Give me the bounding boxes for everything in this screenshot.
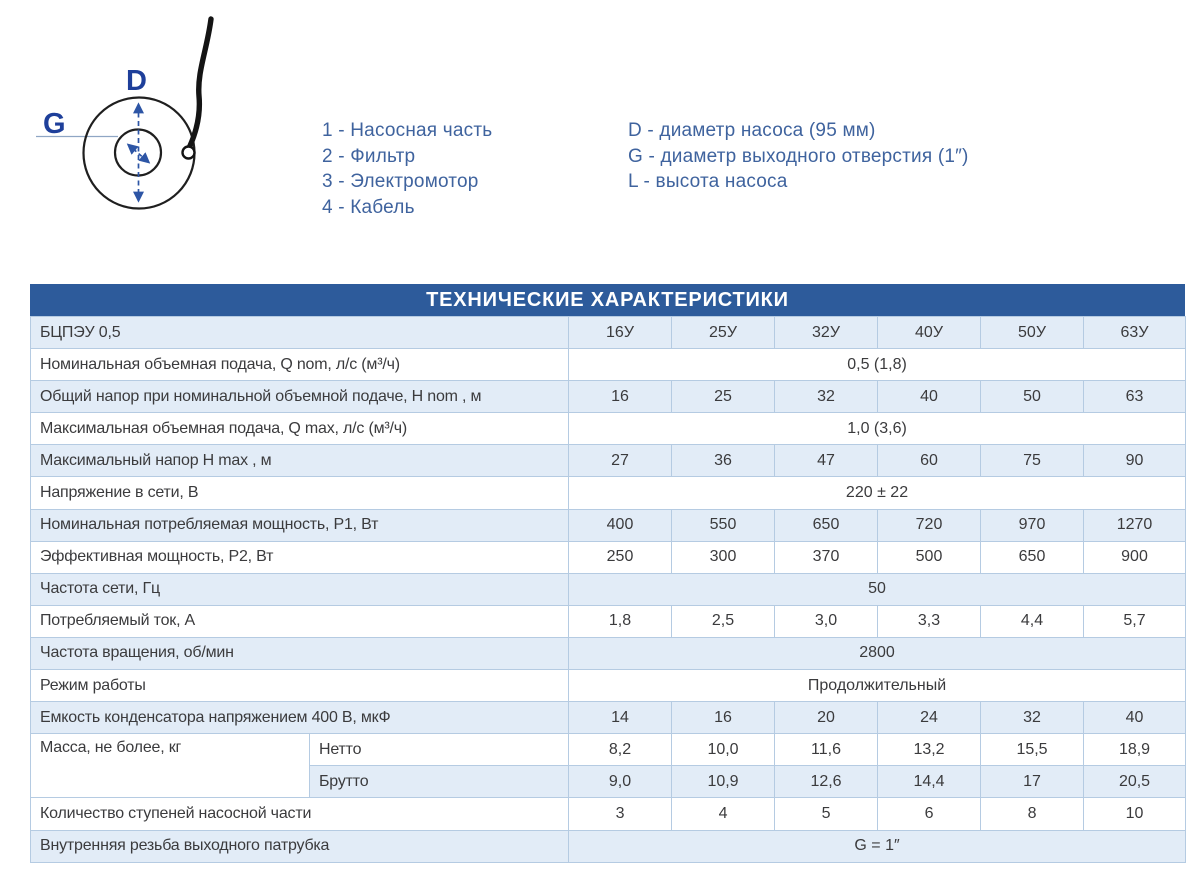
- value-cell: 970: [981, 509, 1084, 541]
- model-label-cell: БЦПЭУ 0,5: [31, 317, 569, 349]
- merged-value-cell: G = 1″: [569, 830, 1186, 862]
- value-cell: 900: [1084, 541, 1186, 573]
- column-header-cell: 32У: [775, 317, 878, 349]
- value-cell: 5: [775, 798, 878, 830]
- value-cell: 2,5: [672, 605, 775, 637]
- table-row: [31, 798, 1186, 830]
- table-row: [31, 541, 1186, 573]
- value-cell: 10: [1084, 798, 1186, 830]
- value-cell: 40: [878, 381, 981, 413]
- column-header-cell: 25У: [672, 317, 775, 349]
- legend-item: 2 - Фильтр: [322, 145, 416, 167]
- value-cell: 9,0: [569, 766, 672, 798]
- value-cell: 3: [569, 798, 672, 830]
- value-cell: 63: [1084, 381, 1186, 413]
- value-cell: 12,6: [775, 766, 878, 798]
- table-row: [31, 605, 1186, 637]
- legend-item: D - диаметр насоса (95 мм): [628, 120, 876, 141]
- value-cell: 3,0: [775, 605, 878, 637]
- column-header-cell: 16У: [569, 317, 672, 349]
- table-row: [31, 349, 1186, 381]
- row-label-cell: Частота вращения, об/мин: [31, 637, 569, 669]
- legend-item: L - высота насоса: [628, 171, 788, 193]
- row-label-cell: Номинальная потребляемая мощность, Р1, Вт: [31, 509, 569, 541]
- row-label-cell: Эффективная мощность, Р2, Вт: [31, 541, 569, 573]
- value-cell: 15,5: [981, 734, 1084, 766]
- table-row: [31, 702, 1186, 734]
- legend-item: 4 - Кабель: [322, 196, 415, 218]
- row-label-cell: Номинальная объемная подача, Q nom, л/с (м³/ч): [31, 349, 569, 381]
- pump-top-view-diagram: [0, 0, 290, 240]
- table-row: [31, 317, 1186, 349]
- diagram-label-d: D: [126, 65, 147, 97]
- value-cell: 14,4: [878, 766, 981, 798]
- row-label-cell: Потребляемый ток, А: [31, 605, 569, 637]
- legend-item: G - диаметр выходного отверстия (1″): [628, 145, 969, 167]
- value-cell: 400: [569, 509, 672, 541]
- table-row: [31, 413, 1186, 445]
- value-cell: 13,2: [878, 734, 981, 766]
- value-cell: 24: [878, 702, 981, 734]
- value-cell: 6: [878, 798, 981, 830]
- value-cell: 3,3: [878, 605, 981, 637]
- value-cell: 16: [672, 702, 775, 734]
- value-cell: 4: [672, 798, 775, 830]
- column-header-cell: 40У: [878, 317, 981, 349]
- value-cell: 20,5: [1084, 766, 1186, 798]
- value-cell: 650: [775, 509, 878, 541]
- value-cell: 50: [981, 381, 1084, 413]
- value-cell: 500: [878, 541, 981, 573]
- value-cell: 25: [672, 381, 775, 413]
- column-header-cell: 63У: [1084, 317, 1186, 349]
- table-row: [31, 830, 1186, 862]
- table-row: [31, 670, 1186, 702]
- merged-value-cell: 220 ± 22: [569, 477, 1186, 509]
- value-cell: 20: [775, 702, 878, 734]
- value-cell: 4,4: [981, 605, 1084, 637]
- table-row: [31, 509, 1186, 541]
- row-label-cell: Максимальная объемная подача, Q max, л/с (м³/ч): [31, 413, 569, 445]
- row-label-cell: Максимальный напор H max , м: [31, 445, 569, 477]
- spec-table-body: [31, 317, 1186, 863]
- value-cell: 36: [672, 445, 775, 477]
- row-label-cell: Напряжение в сети, В: [31, 477, 569, 509]
- row-label-cell: Режим работы: [31, 670, 569, 702]
- value-cell: 10,0: [672, 734, 775, 766]
- value-cell: 720: [878, 509, 981, 541]
- sub-label-cell: Нетто: [310, 734, 569, 766]
- cable-gland-circle: [183, 147, 195, 159]
- value-cell: 8,2: [569, 734, 672, 766]
- cable-curve: [190, 19, 212, 147]
- table-title: ТЕХНИЧЕСКИЕ ХАРАКТЕРИСТИКИ: [30, 284, 1185, 316]
- value-cell: 8: [981, 798, 1084, 830]
- spec-table: [30, 316, 1186, 863]
- table-row: [31, 445, 1186, 477]
- value-cell: 1270: [1084, 509, 1186, 541]
- merged-value-cell: 2800: [569, 637, 1186, 669]
- table-row: [31, 573, 1186, 605]
- value-cell: 16: [569, 381, 672, 413]
- row-label-cell: Частота сети, Гц: [31, 573, 569, 605]
- row-label-cell: Общий напор при номинальной объемной подаче, H nom , м: [31, 381, 569, 413]
- value-cell: 27: [569, 445, 672, 477]
- table-row: [31, 381, 1186, 413]
- value-cell: 11,6: [775, 734, 878, 766]
- table-row: [31, 637, 1186, 669]
- group-label-cell: Масса, не более, кг: [31, 734, 310, 798]
- value-cell: 32: [981, 702, 1084, 734]
- value-cell: 32: [775, 381, 878, 413]
- row-label-cell: Количество ступеней насосной части: [31, 798, 569, 830]
- value-cell: 17: [981, 766, 1084, 798]
- merged-value-cell: 50: [569, 573, 1186, 605]
- value-cell: 47: [775, 445, 878, 477]
- diagram-label-g: G: [43, 108, 66, 140]
- row-label-cell: Емкость конденсатора напряжением 400 В, мкФ: [31, 702, 569, 734]
- value-cell: 550: [672, 509, 775, 541]
- value-cell: 250: [569, 541, 672, 573]
- legend-item: 3 - Электромотор: [322, 171, 479, 193]
- value-cell: 650: [981, 541, 1084, 573]
- legend-item: 1 - Насосная часть: [322, 120, 493, 141]
- row-label-cell: Внутренняя резьба выходного патрубка: [31, 830, 569, 862]
- sub-label-cell: Брутто: [310, 766, 569, 798]
- value-cell: 60: [878, 445, 981, 477]
- table-row: [31, 734, 1186, 766]
- merged-value-cell: 0,5 (1,8): [569, 349, 1186, 381]
- legend-dimensions-list: [628, 118, 969, 195]
- value-cell: 14: [569, 702, 672, 734]
- value-cell: 300: [672, 541, 775, 573]
- legend-parts-list: [322, 118, 492, 220]
- column-header-cell: 50У: [981, 317, 1084, 349]
- value-cell: 5,7: [1084, 605, 1186, 637]
- value-cell: 90: [1084, 445, 1186, 477]
- table-row: [31, 477, 1186, 509]
- value-cell: 370: [775, 541, 878, 573]
- value-cell: 40: [1084, 702, 1186, 734]
- spec-table-wrap: [30, 284, 1185, 863]
- value-cell: 1,8: [569, 605, 672, 637]
- merged-value-cell: 1,0 (3,6): [569, 413, 1186, 445]
- merged-value-cell: Продолжительный: [569, 670, 1186, 702]
- value-cell: 10,9: [672, 766, 775, 798]
- value-cell: 18,9: [1084, 734, 1186, 766]
- value-cell: 75: [981, 445, 1084, 477]
- pump-inner-circle: [115, 130, 161, 176]
